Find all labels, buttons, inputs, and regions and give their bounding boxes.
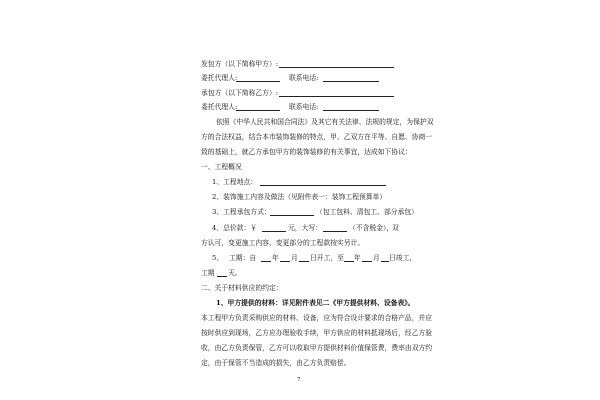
s2-para-line-4: 定，由于保管不当造成的损失，由乙方负责赔偿。 xyxy=(201,359,351,367)
s1-item4-mid: 元，大写： xyxy=(288,224,322,232)
s1-item5-cont-unit: 天。 xyxy=(228,269,242,277)
party-a-agent-label: 委托代理人: xyxy=(201,74,238,82)
s2-para-line-3: 收，由乙方负责保管，乙方可以收取甲方提供材料价值保管费，费率由双方约 xyxy=(201,344,433,352)
s1-item5-day: 日开工，至 xyxy=(310,254,344,262)
s1-item1-label: 1、工程地点： xyxy=(212,178,258,186)
party-a-label: 发包方（以下简称甲方）: xyxy=(201,60,279,68)
party-b-phone-line xyxy=(323,110,379,111)
s1-item5-month-line xyxy=(280,261,290,262)
s1-item4-cont: 方认可，变更施工内容、变更部分的工程款按实另计。 xyxy=(201,239,365,247)
s1-item5-month2-line xyxy=(362,261,372,262)
page-number: 7 xyxy=(297,377,301,383)
s1-item1-line xyxy=(260,185,386,186)
party-b-line xyxy=(279,96,394,97)
preamble-line-3: 致的基础上，就乙方承包甲方的装饰装修的有关事宜，达成如下协议： xyxy=(201,148,412,156)
s1-item4-amount-line xyxy=(262,231,286,232)
party-a-phone-label: 联系电话: xyxy=(289,74,319,82)
s2-para-line-2: 按时供应到现场，乙方应办理验收手续，甲方供应的材料抵现场后，经乙方验 xyxy=(201,329,433,337)
s1-item5-day-line xyxy=(299,261,309,262)
party-b-label: 承包方（以下简称乙方）: xyxy=(201,89,279,97)
s1-item5-year2: 年 xyxy=(354,254,361,262)
s2-para-line-1: 本工程甲方负责采购供应的材料、设备，应为符合设计要求的合格产品，并应 xyxy=(201,314,433,322)
preamble-line-2: 方的合法权益，结合本市装饰装修的特点，甲、乙双方在平等、自愿、协商一 xyxy=(201,133,433,141)
s1-item2: 2、装饰施工内容及做法（见附件表一：装饰工程预算单） xyxy=(212,193,387,201)
s1-item4-tail: 双 xyxy=(392,224,399,232)
s1-item3-label: 3、工程承包方式： xyxy=(212,208,271,216)
section2-title: 二、关于材料供应的约定： xyxy=(201,284,283,292)
preamble-line-1: 依照《中华人民共和国合同法》及其它有关法律、法规的规定，为保护双 xyxy=(216,118,434,126)
s1-item4-words-line xyxy=(323,231,347,232)
party-a-line xyxy=(279,67,394,68)
s1-item5-month: 月 xyxy=(291,254,298,262)
s1-item3-line xyxy=(270,215,314,216)
s1-item5-cont-label: 工期 xyxy=(201,269,215,277)
s1-item3-text: （包工包料、清包工、部分承包） xyxy=(316,208,418,216)
party-b-agent-line xyxy=(236,110,280,111)
s1-item5-year2-line xyxy=(344,261,354,262)
s1-item5-seg1: 工期：自 xyxy=(229,254,257,262)
party-b-agent-label: 委托代理人: xyxy=(201,103,238,111)
party-a-agent-line xyxy=(236,81,280,82)
s1-item4-label: 4、总价款：￥ xyxy=(212,224,258,232)
s1-item4-suffix: （不含税金）， xyxy=(349,224,394,232)
s1-item5-month2: 月 xyxy=(373,254,380,262)
s1-item5-label: 5、 xyxy=(212,254,224,262)
s2-item1: 1、甲方提供的材料：详见附件表见二《甲方提供材料、设备表》。 xyxy=(216,299,415,307)
s1-item5-year-line xyxy=(261,261,271,262)
s1-item5-days-line xyxy=(217,276,227,277)
party-a-phone-line xyxy=(323,81,379,82)
s1-item5-day2: 日竣工， xyxy=(389,254,417,262)
s1-item5-day2-line xyxy=(381,261,389,262)
party-b-phone-label: 联系电话: xyxy=(289,103,319,111)
section1-title: 一、工程概况 xyxy=(201,163,242,171)
s1-item5-year: 年 xyxy=(272,254,279,262)
